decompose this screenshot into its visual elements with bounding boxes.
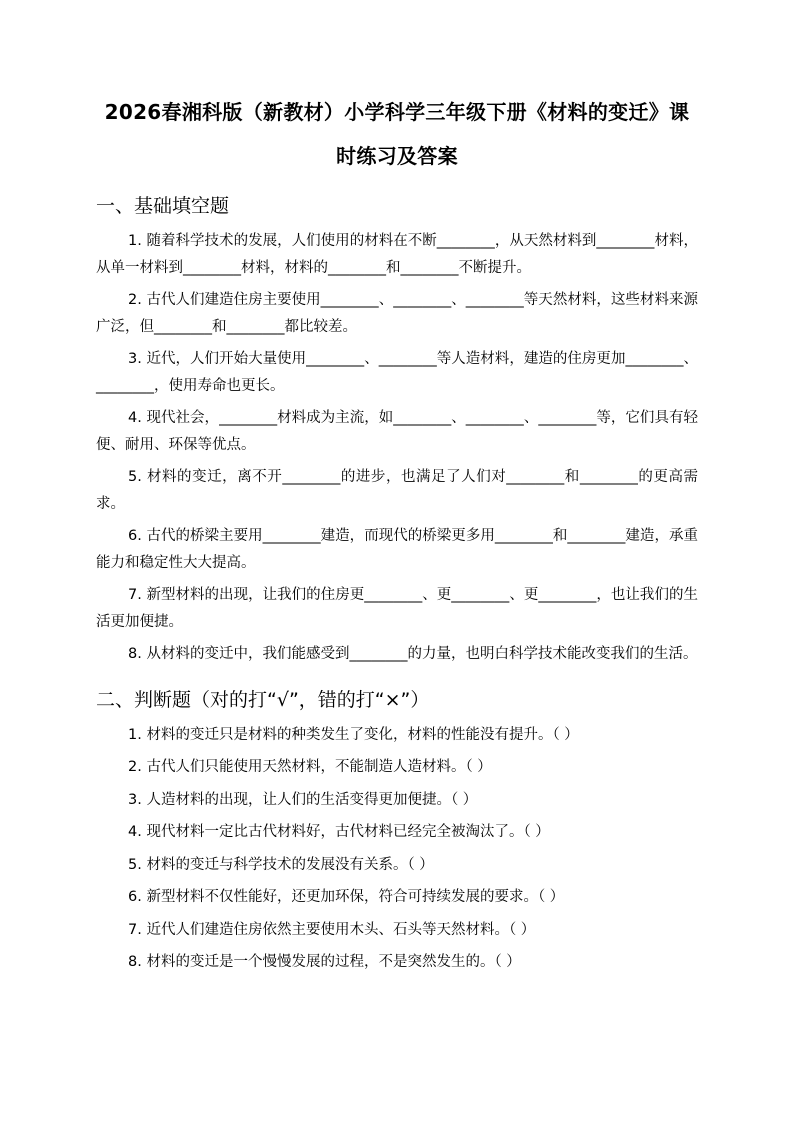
fill-in-question: 6. 古代的桥梁主要用________建造，而现代的桥梁更多用________和________建造，承重能力和稳定性大大提高。 — [96, 528, 698, 571]
fill-in-question: 3. 近代，人们开始大量使用________、________等人造材料，建造的住房更加________、________，使用寿命也更长。 — [96, 351, 698, 394]
true-false-question: 8. 材料的变迁是一个慢慢发展的过程，不是突然发生的。（ ） — [128, 954, 521, 970]
true-false-question: 1. 材料的变迁只是材料的种类发生了变化，材料的性能没有提升。（ ） — [128, 726, 579, 743]
fill-in-question: 8. 从材料的变迁中，我们能感受到________的力量，也明白科学技术能改变我们的生活。 — [128, 646, 698, 662]
true-false-question: 5. 材料的变迁与科学技术的发展没有关系。（ ） — [128, 856, 434, 873]
document-title — [96, 90, 698, 178]
section-heading-fill-in: 一、基础填空题 — [96, 195, 230, 217]
fill-in-question: 2. 古代人们建造住房主要使用________、________、________等天然材料，这些材料来源广泛，但________和________都比较差。 — [96, 292, 698, 335]
section-heading-true-false: 二、判断题（对的打“√”，错的打“×”） — [96, 688, 430, 711]
fill-in-question: 5. 材料的变迁，离不开________的进步，也满足了人们对________和________的更高需求。 — [96, 469, 698, 512]
true-false-question: 2. 古代人们只能使用天然材料，不能制造人造材料。（ ） — [128, 759, 492, 775]
fill-in-question: 4. 现代社会，________材料成为主流，如________、________、________等，它们具有轻便、耐用、环保等优点。 — [96, 410, 698, 453]
document-page — [96, 90, 698, 984]
fill-in-question-list — [96, 228, 698, 668]
fill-in-question: 7. 新型材料的出现，让我们的住房更________、更________、更________，也让我们的生活更加便捷。 — [96, 587, 698, 630]
document-title-line-1: 2026春湘科版（新教材）小学科学三年级下册《材料的变迁》课 — [104, 100, 690, 124]
true-false-question: 6. 新型材料不仅性能好，还更加环保，符合可持续发展的要求。（ ） — [128, 889, 565, 905]
document-title-line-2: 时练习及答案 — [336, 144, 458, 168]
true-false-question-list — [96, 724, 698, 974]
true-false-question: 4. 现代材料一定比古代材料好，古代材料已经完全被淘汰了。（ ） — [128, 824, 550, 840]
fill-in-question: 1. 随着科学技术的发展，人们使用的材料在不断________，从天然材料到________材料，从单一材料到________材料，材料的________和________不断提升。 — [96, 233, 698, 276]
true-false-question: 3. 人造材料的出现，让人们的生活变得更加便捷。（ ） — [128, 791, 478, 808]
true-false-question: 7. 近代人们建造住房依然主要使用木头、石头等天然材料。（ ） — [128, 921, 536, 938]
